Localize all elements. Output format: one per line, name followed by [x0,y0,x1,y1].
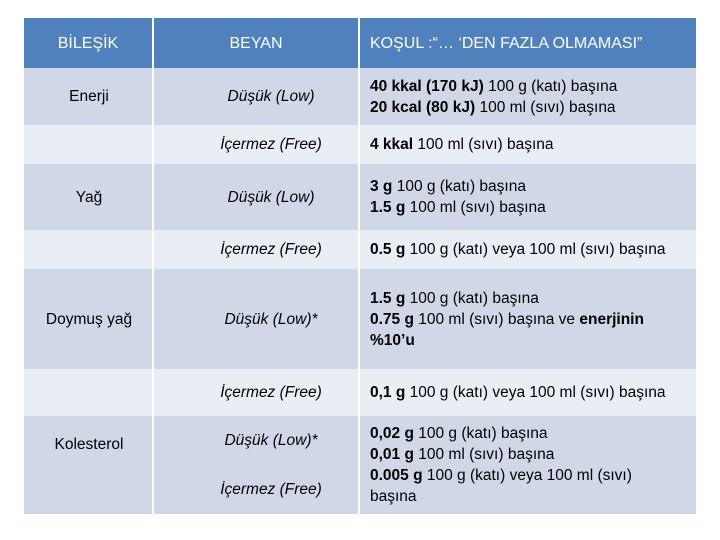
nutrition-claims-table [24,18,696,514]
row-cholesterol-free-claim: İçermez (Free) [220,481,322,498]
row-cholesterol-compound: Kolesterol [24,416,154,514]
row-energy-low-claim: Düşük (Low) [154,68,360,125]
row-fat-low-claim: Düşük (Low) [154,164,360,230]
row-saturated-fat-compound: Doymuş yağ [24,269,154,369]
row-fat-compound: Yağ [24,164,154,230]
row-cholesterol-condition: 0,02 g 100 g (katı) başına 0,01 g 100 ml (sıvı) başına 0.005 g 100 g (katı) veya 100 ml (sıvı) başına [360,416,696,514]
row-energy-low-condition: 40 kkal (170 kJ) 100 g (katı) başına 20 kcal (80 kJ) 100 ml (sıvı) başına [360,68,696,125]
row-fat-free-compound [24,230,154,269]
row-energy-free-claim: İçermez (Free) [154,125,360,164]
row-fat-free-condition: 0.5 g 100 g (katı) veya 100 ml (sıvı) başına [360,230,696,269]
row-energy-free-condition: 4 kkal 100 ml (sıvı) başına [360,125,696,164]
row-saturated-fat-free-claim: İçermez (Free) [154,369,360,416]
row-saturated-fat-free-compound [24,369,154,416]
row-saturated-fat-low-condition: 1.5 g 100 g (katı) başına 0.75 g 100 ml (sıvı) başına ve enerjinin %10’u [360,269,696,369]
row-energy-compound: Enerji [24,68,154,125]
row-saturated-fat-low-claim: Düşük (Low)* [154,269,360,369]
row-energy-free-compound [24,125,154,164]
row-fat-low-condition: 3 g 100 g (katı) başına 1.5 g 100 ml (sıvı) başına [360,164,696,230]
header-claim: BEYAN [154,18,360,68]
header-compound: BİLEŞİK [24,18,154,68]
row-cholesterol-claims [154,416,360,514]
row-saturated-fat-free-condition: 0,1 g 100 g (katı) veya 100 ml (sıvı) başına [360,369,696,416]
header-condition: KOŞUL :“… ‘DEN FAZLA OLMAMASI” [360,18,696,68]
row-cholesterol-low-claim: Düşük (Low)* [224,432,318,449]
row-fat-free-claim: İçermez (Free) [154,230,360,269]
